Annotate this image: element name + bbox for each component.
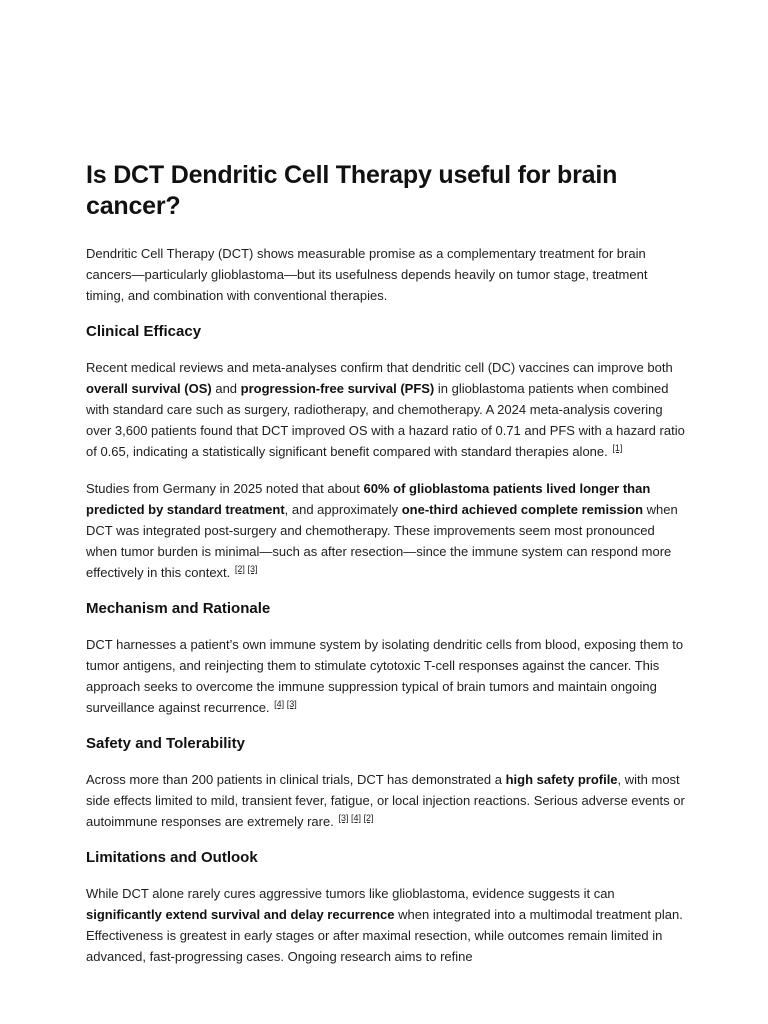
- page-title: Is DCT Dendritic Cell Therapy useful for brain cancer?: [86, 161, 618, 220]
- bold-text: high safety profile: [505, 772, 618, 787]
- article: [86, 160, 686, 983]
- paragraph: [86, 357, 686, 462]
- paragraph: [86, 883, 686, 967]
- citation: [612, 443, 622, 453]
- section-safety: [86, 734, 686, 832]
- bold-text: progression-free survival (PFS): [240, 381, 435, 396]
- citation: [235, 564, 258, 574]
- paragraph-text: in glioblastoma patients when combined with standard care such as surgery, radiotherapy, and chemotherapy. A 2024 meta-analysis covering over 3,600 patients found that DCT improved OS with a hazard ratio of 0.71 and PFS with a hazard ratio of 0.65, indicating a statistically significant benefit compared with standard therapies alone.: [86, 381, 685, 459]
- paragraph: [86, 769, 686, 832]
- section-heading: Mechanism and Rationale: [86, 600, 271, 617]
- citation-link-2[interactable]: [2]: [234, 564, 245, 574]
- citation: [338, 813, 373, 823]
- section-mechanism: [86, 599, 686, 718]
- paragraph-text: when DCT was integrated post-surgery and chemotherapy. These improvements seem most pronounced when tumor burden is minimal—such as after resection—since the immune system can respond more effectively in this context.: [86, 502, 678, 580]
- paragraph: [86, 478, 686, 583]
- citation-link-3[interactable]: [3]: [338, 813, 349, 823]
- bold-text: one-third achieved complete remission: [401, 502, 644, 517]
- section-heading: Clinical Efficacy: [86, 323, 202, 340]
- paragraph: [86, 634, 686, 718]
- citation-link-4[interactable]: [4]: [351, 813, 362, 823]
- paragraph-text: , with most side effects limited to mild, transient fever, fatigue, or local injection reactions. Serious adverse events or autoimmune responses are extremely rare.: [86, 772, 685, 829]
- citation-link-2[interactable]: [2]: [363, 813, 374, 823]
- citation-link-3[interactable]: [3]: [247, 564, 258, 574]
- citation-link-3[interactable]: [3]: [286, 699, 297, 709]
- paragraph-text: While DCT alone rarely cures aggressive tumors like glioblastoma, evidence suggests it can: [86, 886, 615, 901]
- section-heading: Safety and Tolerability: [86, 735, 245, 752]
- paragraph-text: , and approximately: [284, 502, 402, 517]
- paragraph-text: Studies from Germany in 2025 noted that about: [86, 481, 364, 496]
- paragraph-text: DCT harnesses a patient’s own immune system by isolating dendritic cells from blood, exposing them to tumor antigens, and reinjecting them to stimulate cytotoxic T-cell responses against the cancer. This approach seeks to overcome the immune suppression typical of brain tumors and maintain ongoing surveillance against recurrence.: [86, 637, 684, 715]
- bold-text: overall survival (OS): [86, 381, 212, 396]
- section-limitations: [86, 848, 686, 967]
- intro-paragraph: Dendritic Cell Therapy (DCT) shows measurable promise as a complementary treatment for brain cancers—particularly glioblastoma—but its usefulness depends heavily on tumor stage, treatment timing, and combination with conventional therapies.: [86, 246, 648, 303]
- paragraph-text: Across more than 200 patients in clinical trials, DCT has demonstrated a: [86, 772, 506, 787]
- paragraph-text: and: [211, 381, 241, 396]
- section-clinical-efficacy: [86, 322, 686, 583]
- bold-text: significantly extend survival and delay recurrence: [86, 907, 395, 922]
- section-heading: Limitations and Outlook: [86, 849, 258, 866]
- citation-link-4[interactable]: [4]: [274, 699, 285, 709]
- citation-link-1[interactable]: [1]: [612, 443, 623, 453]
- citation: [274, 699, 297, 709]
- paragraph-text: when integrated into a multimodal treatment plan. Effectiveness is greatest in early stages or after maximal resection, while outcomes remain limited in advanced, fast-progressing cases. Ongoing research aims to refine: [86, 907, 683, 964]
- bold-text: 60% of glioblastoma patients lived longer than predicted by standard treatment: [86, 481, 651, 517]
- paragraph-text: Recent medical reviews and meta-analyses confirm that dendritic cell (DC) vaccines can improve both: [86, 360, 673, 375]
